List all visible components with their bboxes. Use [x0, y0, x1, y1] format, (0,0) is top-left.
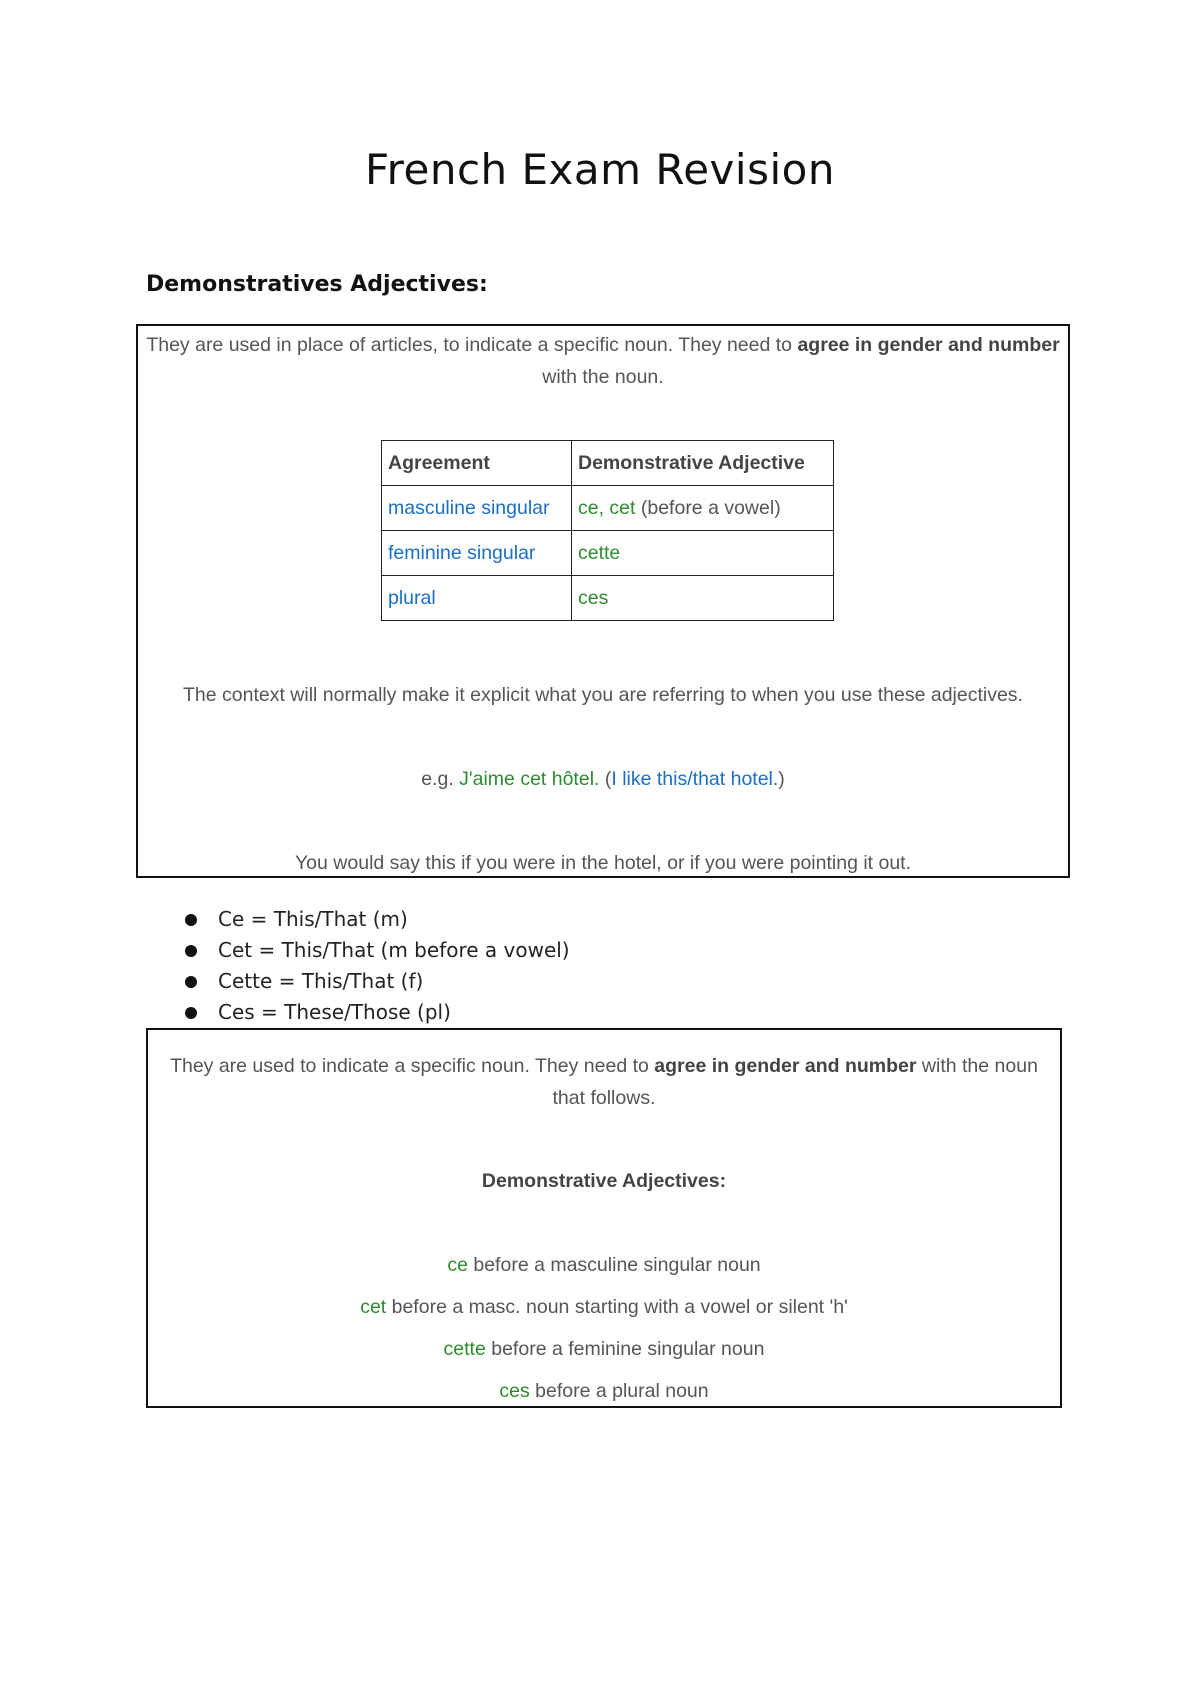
agreement-cell: plural: [382, 576, 572, 621]
rule-line: [148, 1296, 1060, 1319]
bullet-icon: [185, 1007, 197, 1019]
bullet-icon: [185, 976, 197, 988]
intro-part1: They are used in place of articles, to indicate a specific noun. They need to: [146, 334, 798, 356]
rule-word: ce: [447, 1254, 468, 1276]
list-item-text: Cet = This/That (m before a vowel): [218, 938, 570, 962]
rule-text: before a masculine singular noun: [467, 1254, 761, 1276]
rule-line: [148, 1338, 1060, 1361]
summary-bullet-list: [183, 904, 570, 1028]
intro-part1: They are used to indicate a specific noun. They need to: [170, 1055, 655, 1077]
header-agreement: Agreement: [382, 441, 572, 486]
list-item: [183, 935, 570, 966]
rule-line: [148, 1380, 1060, 1403]
context-text: The context will normally make it explicit what you are referring to when you use these adjectives.: [183, 684, 1023, 706]
agreement-cell: feminine singular: [382, 531, 572, 576]
intro-part2: with the noun that follows.: [552, 1055, 1038, 1109]
list-item: [183, 904, 570, 935]
definition-box: [136, 324, 1070, 878]
adjective-word: cette: [578, 541, 621, 564]
usage-text: You would say this if you were in the hotel, or if you were pointing it out.: [294, 852, 912, 874]
table-row: [382, 531, 834, 576]
rule-word: cette: [443, 1338, 486, 1360]
intro-text: [148, 1050, 1060, 1114]
list-item: [183, 966, 570, 997]
list-item-text: Ces = These/Those (pl): [218, 1000, 451, 1024]
page-title: French Exam Revision: [365, 145, 835, 194]
intro-bold: agree in gender and number: [654, 1055, 917, 1077]
example-french: J'aime cet hôtel.: [459, 768, 600, 790]
rule-text: before a masc. noun starting with a vowel or silent 'h': [386, 1296, 848, 1318]
adjective-word: ce, cet: [578, 496, 636, 519]
example-close-paren: ): [778, 768, 785, 790]
table-row: [382, 576, 834, 621]
bullet-icon: [185, 945, 197, 957]
example-prefix: e.g.: [421, 768, 460, 790]
adjective-note: (before a vowel): [635, 496, 781, 519]
agreement-table: [381, 440, 834, 621]
header-adjective: Demonstrative Adjective: [572, 441, 834, 486]
list-item-text: Cette = This/That (f): [218, 969, 424, 993]
intro-bold: agree in gender and number: [797, 334, 1060, 356]
table-row: [382, 486, 834, 531]
rule-word: cet: [360, 1296, 387, 1318]
rule-text: before a plural noun: [529, 1380, 709, 1402]
adjective-cell: [572, 531, 834, 576]
list-item: [183, 997, 570, 1028]
list-item-text: Ce = This/That (m): [218, 907, 408, 931]
bullet-icon: [185, 914, 197, 926]
example-english: I like this/that hotel.: [611, 768, 779, 790]
example-sentence: [138, 768, 1068, 791]
rule-word: ces: [499, 1380, 530, 1402]
example-open-paren: (: [599, 768, 612, 790]
rule-line: [148, 1254, 1060, 1277]
table-header-row: [382, 441, 834, 486]
rules-box: [146, 1028, 1062, 1408]
section-heading: Demonstratives Adjectives:: [146, 272, 488, 297]
intro-text: [138, 329, 1068, 393]
intro-part2: with the noun.: [542, 366, 664, 388]
agreement-cell: masculine singular: [382, 486, 572, 531]
adjective-cell: [572, 486, 834, 531]
adjective-cell: [572, 576, 834, 621]
rule-text: before a feminine singular noun: [485, 1338, 765, 1360]
rules-heading: Demonstrative Adjectives:: [481, 1170, 727, 1192]
adjective-word: ces: [578, 586, 609, 609]
